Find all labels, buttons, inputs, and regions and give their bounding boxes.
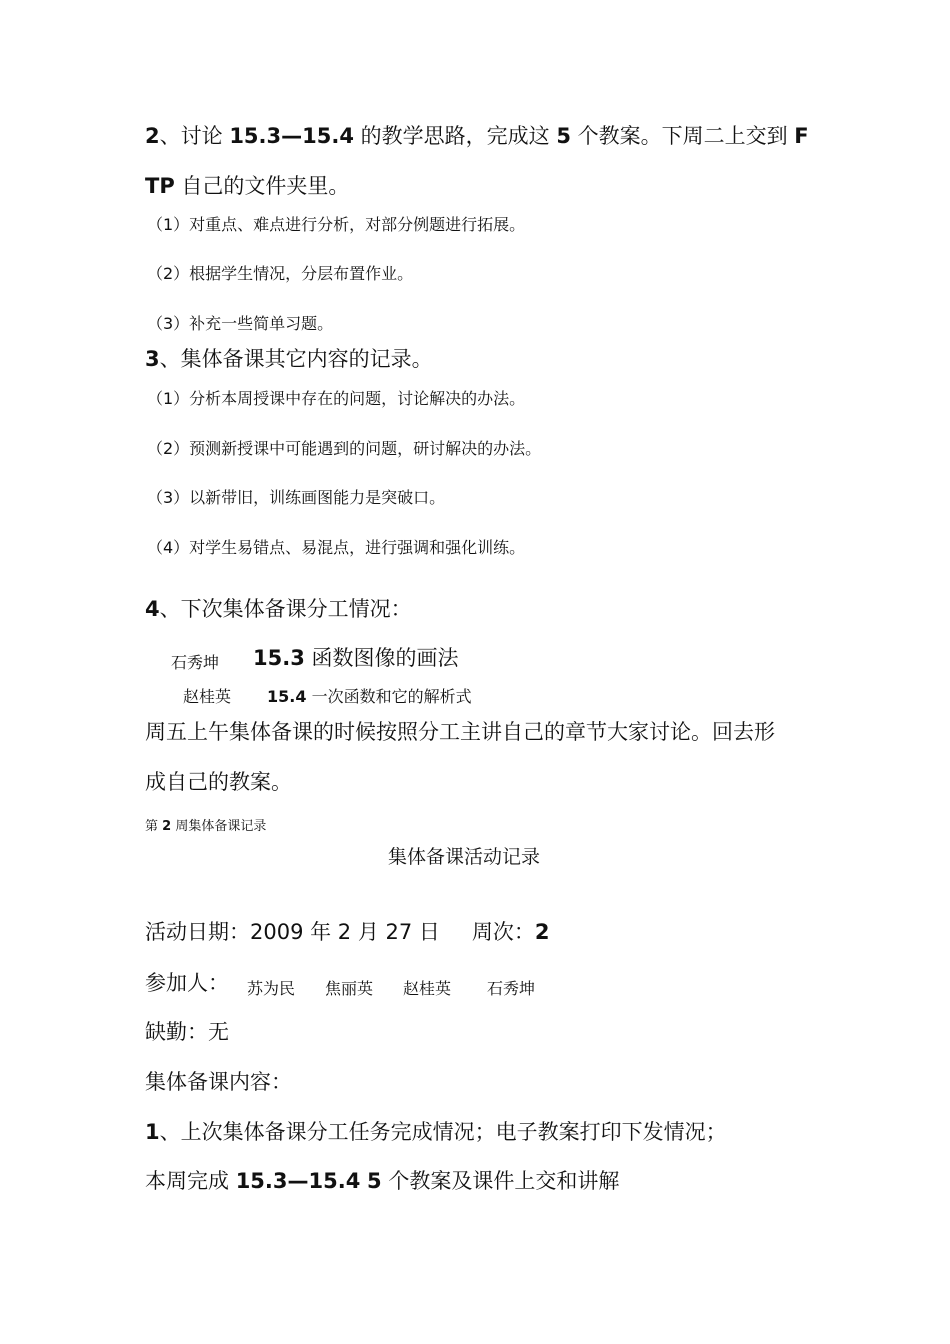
- assignment-section: 15.4: [267, 687, 307, 706]
- attendee: 苏为民: [247, 979, 296, 998]
- week-header-prefix: 第: [145, 819, 163, 834]
- plan-text-a: 本周完成: [145, 1169, 236, 1193]
- attendee: 赵桂英: [403, 979, 452, 998]
- section2-item-1: （1）对重点、难点进行分析，对部分例题进行拓展。: [147, 215, 526, 234]
- section3-item-3: （3）以新带旧，训练画图能力是突破口。: [147, 488, 446, 507]
- date-value: 2009 年 2 月 27 日: [250, 920, 440, 944]
- record-item-1: [145, 1122, 727, 1143]
- section3-number: 3: [145, 347, 160, 371]
- section4-number: 4: [145, 597, 160, 621]
- section2-ftp-tp: TP: [145, 174, 175, 198]
- plan-count: 5: [367, 1169, 382, 1193]
- section4-note-line2: 成自己的教案。: [145, 770, 292, 794]
- attendees-row: [145, 971, 536, 998]
- section2-count: 5: [556, 124, 571, 148]
- week-header: [145, 820, 266, 833]
- assignment-topic: 一次函数和它的解析式: [306, 687, 472, 706]
- assignment-row-1: [171, 646, 459, 672]
- section2-line2-rest: 自己的文件夹里。: [174, 174, 350, 198]
- section2-text-b: 的教学思路，完成这: [353, 124, 557, 148]
- week-label: 周次：: [471, 920, 535, 944]
- assignment-section: 15.3: [253, 646, 305, 670]
- section3-item-4: （4）对学生易错点、易混点，进行强调和强化训练。: [147, 538, 526, 557]
- content-label: 集体备课内容：: [145, 1070, 292, 1094]
- attendee: 焦丽英: [325, 979, 374, 998]
- section2-heading: [145, 126, 809, 147]
- plan-range: 15.3—15.4: [235, 1169, 361, 1193]
- attendee: 石秀坤: [487, 979, 536, 998]
- date-label: 活动日期：: [145, 920, 250, 944]
- assignment-row-2: [183, 689, 472, 705]
- attendees-label: 参加人：: [145, 971, 229, 995]
- plan-space: [360, 1169, 367, 1193]
- plan-text-b: 个教案及课件上交和讲解: [381, 1169, 620, 1193]
- section4-note-line1: 周五上午集体备课的时候按照分工主讲自己的章节大家讨论。回去形: [145, 720, 775, 744]
- absent-value: 无: [208, 1020, 229, 1044]
- section2-text-c: 个教案。下周二上交到: [570, 124, 795, 148]
- section2-number: 2: [145, 124, 160, 148]
- section2-range: 15.3—15.4: [229, 124, 354, 148]
- record-title: 集体备课活动记录: [388, 846, 541, 868]
- week-header-number: 2: [162, 819, 172, 834]
- record-plan: [145, 1171, 619, 1192]
- assignment-name: 石秀坤: [171, 653, 220, 672]
- absent-row: [145, 1022, 229, 1043]
- section3-item-2: （2）预测新授课中可能遇到的问题，研讨解决的办法。: [147, 439, 542, 458]
- record-item-1-number: 1: [145, 1120, 160, 1144]
- section3-heading: [145, 349, 433, 370]
- section3-item-1: （1）分析本周授课中存在的问题，讨论解决的办法。: [147, 389, 526, 408]
- section4-heading: [145, 599, 412, 620]
- section3-title: 、集体备课其它内容的记录。: [159, 347, 433, 371]
- section2-ftp-f: F: [794, 124, 809, 148]
- assignment-topic: 函数图像的画法: [304, 646, 459, 670]
- section2-heading-line2: [145, 176, 349, 197]
- section2-item-3: （3）补充一些简单习题。: [147, 314, 334, 333]
- week-value: 2: [534, 920, 550, 944]
- section2-text-a: 、讨论: [159, 124, 230, 148]
- absent-label: 缺勤：: [145, 1020, 208, 1044]
- record-item-1-text: 、上次集体备课分工任务完成情况；电子教案打印下发情况；: [159, 1120, 727, 1144]
- assignment-name: 赵桂英: [183, 687, 232, 706]
- week-header-suffix: 周集体备课记录: [171, 819, 267, 834]
- section4-title: 、下次集体备课分工情况：: [159, 597, 412, 621]
- record-date-row: [145, 922, 550, 943]
- section2-item-2: （2）根据学生情况，分层布置作业。: [147, 264, 414, 283]
